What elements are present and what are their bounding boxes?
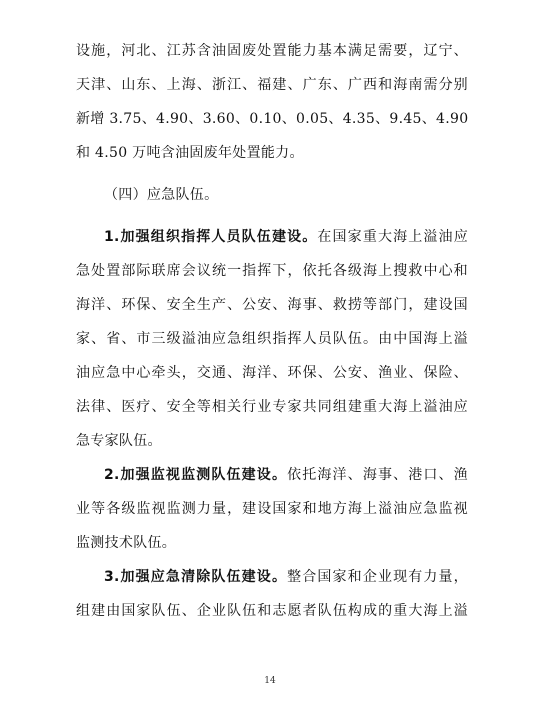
text-fragment: 在国家重大海上溢油应 [317,229,468,245]
section-heading: （四）应急队伍。 [104,187,219,203]
page-number: 14 [264,676,276,686]
text-line: 新增 3.75、4.90、3.60、0.10、0.05、4.35、9.45、4.90 [76,111,469,127]
paragraph-command-team [76,220,468,458]
text-line [76,220,468,254]
text-line: 油应急中心牵头，交通、海洋、环保、公安、渔业、保险、 [76,365,468,381]
text-line: 家、省、市三级溢油应急组织指挥人员队伍。由中国海上溢 [76,331,468,347]
item-heading-cleanup-team: 3.加强应急清除队伍建设。 [104,569,288,585]
item-heading-monitoring-team: 2.加强监视监测队伍建设。 [104,467,288,483]
text-line: 法律、医疗、安全等相关行业专家共同组建重大海上溢油应 [76,399,468,415]
text-line: 和 4.50 万吨含油固废年处置能力。 [76,145,304,161]
text-line: 监测技术队伍。 [76,535,177,551]
text-line: 急专家队伍。 [76,433,162,449]
text-line: 业等各级监视监测力量，建设国家和地方海上溢油应急监视 [76,501,468,517]
item-heading-command-team: 1.加强组织指挥人员队伍建设。 [104,229,318,245]
section-heading-emergency-teams [76,178,468,212]
text-line [76,560,468,594]
text-line: 海洋、环保、安全生产、公安、海事、救捞等部门，建设国 [76,297,468,313]
text-line: 设施，河北、江苏含油固废处置能力基本满足需要，辽宁、 [76,43,468,59]
text-fragment: 依托海洋、海事、港口、渔 [287,467,468,483]
paragraph-cleanup-team [76,560,468,628]
paragraph-oil-waste-capacity [76,34,468,170]
text-line: 天津、山东、上海、浙江、福建、广东、广西和海南需分别 [76,77,468,93]
text-fragment: 整合国家和企业现有力量， [287,569,468,585]
document-body [76,34,468,628]
text-line [76,458,468,492]
text-line: 组建由国家队伍、企业队伍和志愿者队伍构成的重大海上溢 [76,603,468,619]
text-line: 急处置部际联席会议统一指挥下，依托各级海上搜救中心和 [76,263,468,279]
paragraph-monitoring-team [76,458,468,560]
